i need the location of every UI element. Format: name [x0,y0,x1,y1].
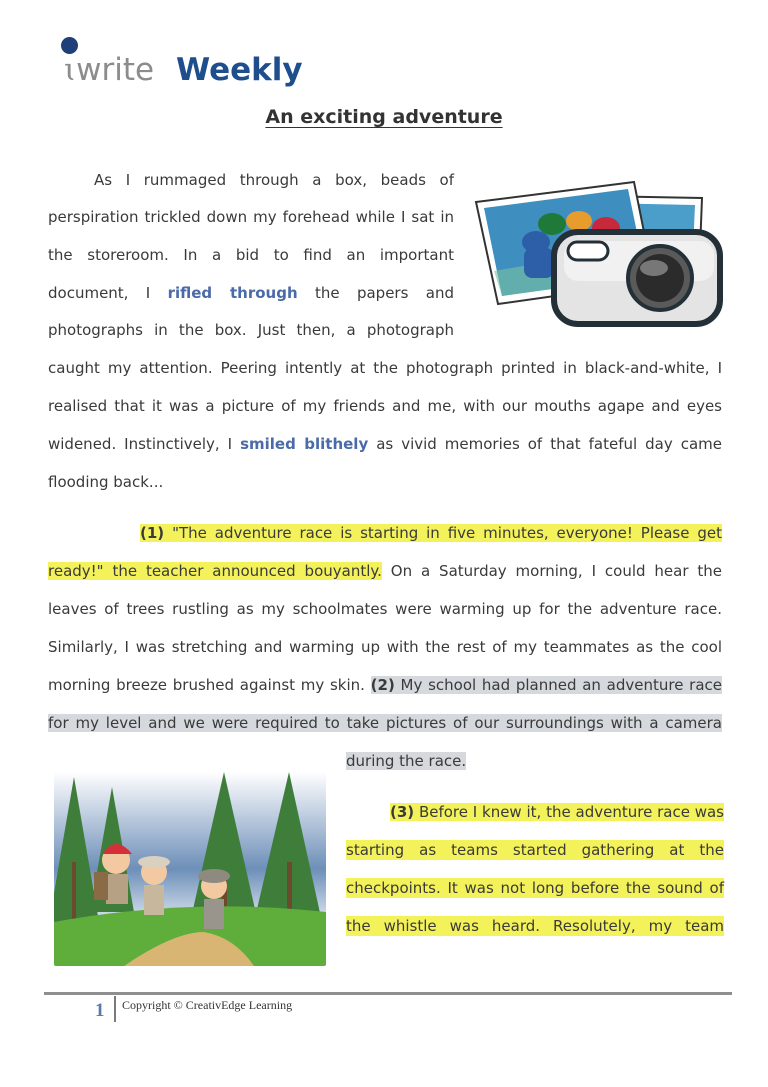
highlight-2 [371,676,722,694]
para2-line-5 [48,675,722,695]
text: widened. Instinctively, I [48,435,241,453]
footer-divider [44,992,732,995]
para1-line-8 [48,434,722,454]
para2-line-6 [48,713,722,733]
text: "The adventure race is starting in five minutes, everyone! Please get [164,524,722,542]
vocab-smiled-blithely: smiled blithely [240,435,369,453]
para1-line-4 [48,283,454,303]
vocab-rifled-through: rifled through [167,284,298,302]
footer-separator [114,996,116,1022]
para1-line-6: caught my attention. Peering intently at the photograph printed in black-and-white, I [48,359,722,377]
para2-line-2 [48,561,722,581]
text: morning breeze brushed against my skin. [48,676,371,694]
para3-line-4 [346,916,724,936]
logo-text-write: ɩwrite [64,52,155,88]
marker-3: (3) [390,803,415,821]
para3-line-2 [346,840,724,860]
marker-2: (2) [370,676,395,694]
document-title: An exciting adventure [265,106,503,128]
highlight-3-cont: the whistle was heard. Resolutely, my team [346,917,724,935]
highlight-3 [390,803,724,821]
highlight-2-cont: for my level and we were required to take pictures of our surroundings with a camera [48,714,722,732]
camera-icon [554,232,720,324]
text: My school had planned an adventure race [394,676,722,694]
para1-line-9: flooding back... [48,473,164,491]
para1-line-5: photographs in the box. Just then, a photograph [48,321,454,339]
highlight-1-cont: ready!" the teacher announced bouyantly. [48,562,382,580]
text: as vivid memories of that fateful day came [368,435,722,453]
page-number: 1 [95,1000,105,1021]
highlight-3-cont: checkpoints. It was not long before the sound of [346,879,724,897]
kids-hiking-illustration [54,772,326,966]
para1-line-1: As I rummaged through a box, beads of [94,171,454,189]
para3-line-1 [390,802,724,822]
para2-line-3: leaves of trees rustling as my schoolmates were warming up for the adventure race. [48,600,722,618]
text: Before I knew it, the adventure race was [414,803,724,821]
para1-line-3: the storeroom. In a bid to find an important [48,246,454,264]
text: On a Saturday morning, I could hear the [381,562,722,580]
highlight-3-cont: starting as teams started gathering at the [346,841,724,859]
para2-line-4: Similarly, I was stretching and warming up with the rest of my teammates as the cool [48,638,722,656]
para1-line-7: realised that it was a picture of my friends and me, with our mouths agape and eyes [48,397,722,415]
logo-text-weekly: Weekly [176,52,303,88]
text: the papers and [297,284,454,302]
camera-illustration [474,176,726,330]
marker-1: (1) [140,524,165,542]
para2-line-1 [140,523,722,543]
copyright-text: Copyright © CreativEdge Learning [122,998,293,1012]
highlight-2-end: during the race. [346,752,467,770]
highlight-1 [140,524,722,542]
para3-line-3 [346,878,724,898]
para1-line-2: perspiration trickled down my forehead while I sat in [48,208,454,226]
para2-line-7 [346,751,722,771]
text: document, I [48,284,168,302]
iwriteweekly-logo [58,36,318,96]
